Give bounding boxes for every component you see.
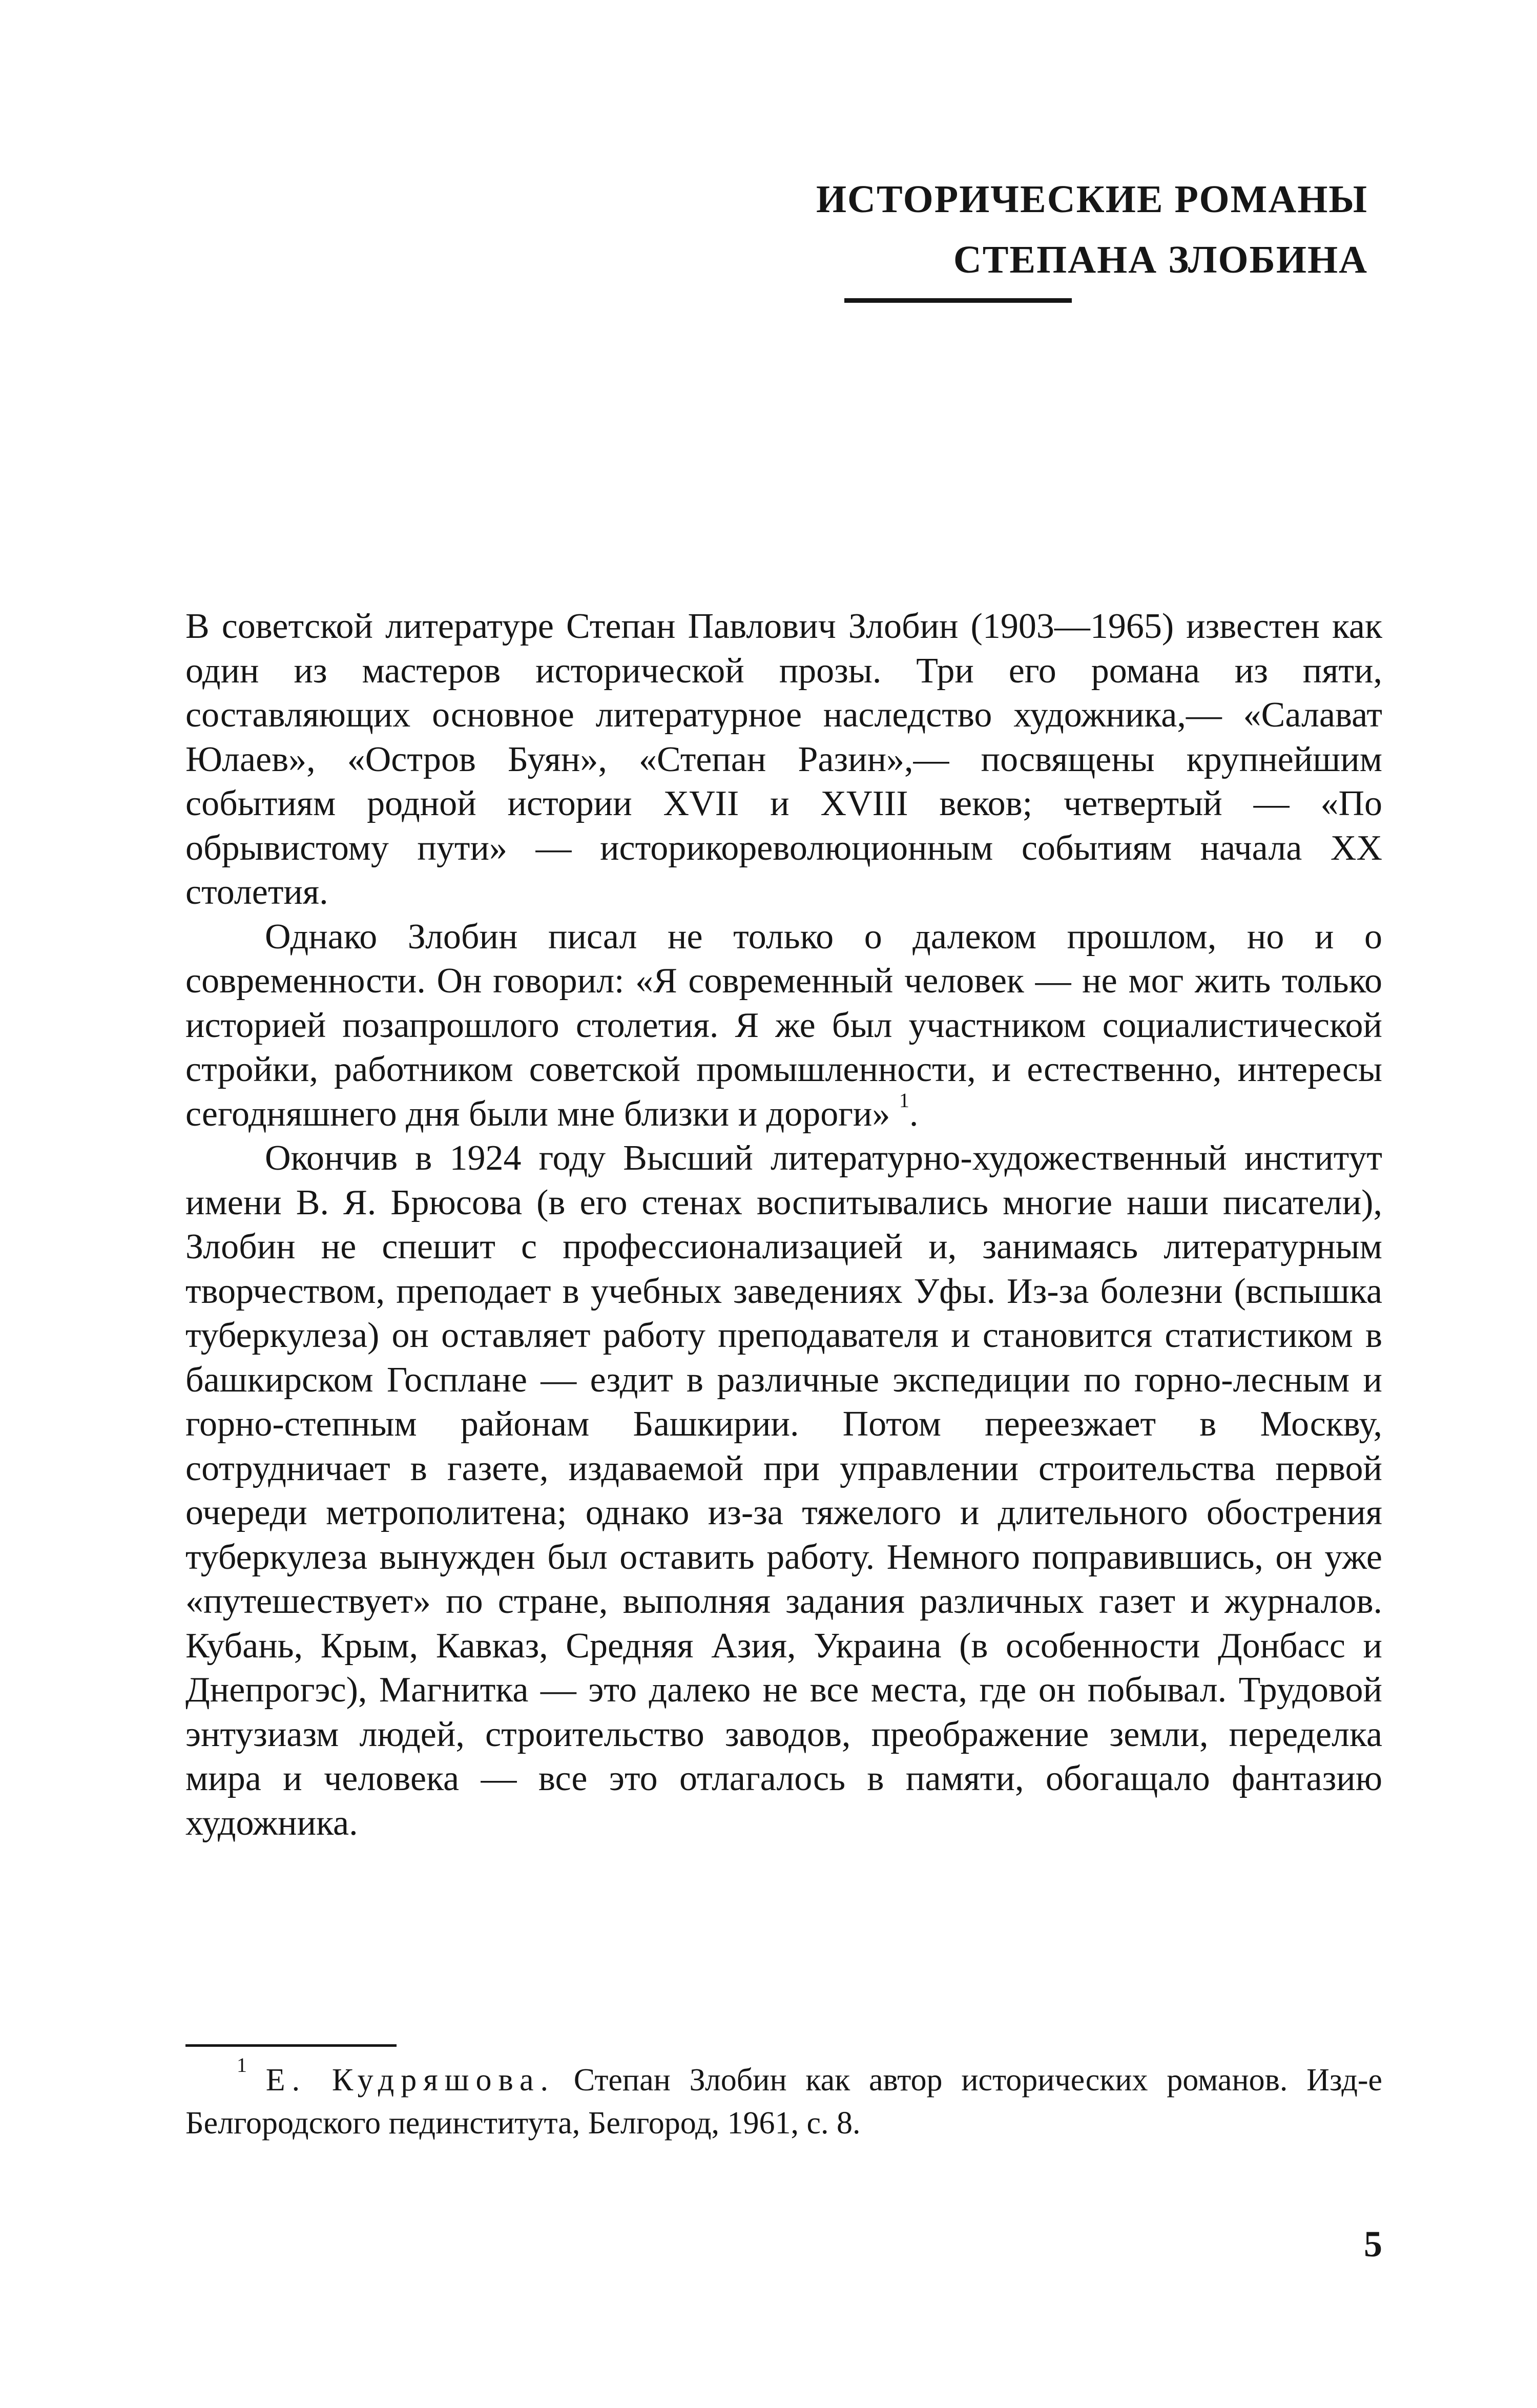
footnote <box>185 2053 1383 2145</box>
chapter-title <box>816 169 1368 290</box>
chapter-body <box>185 605 1382 1845</box>
chapter-title-line-2: СТЕПАНА ЗЛОБИНА <box>953 238 1368 281</box>
footnote-author: Е. Кудряшова. <box>265 2063 555 2098</box>
chapter-title-line-1: ИСТОРИЧЕСКИЕ РОМАНЫ <box>816 178 1368 221</box>
paragraph-2 <box>185 915 1382 1137</box>
paragraph-1: В советской литературе Степан Павлович Злобин (1903—1965) известен как один из мастеров исторической прозы. Три его романа из пяти, составляющих основное литературное наследство художника,— «Салават Юлаев», «Остров Буян», «Степан Разин»,— посвящены крупнейшим событиям родной истории XVII и XVIII веков; четвертый — «По обрывистому пути» — историкореволюционным событиям начала XX столетия. <box>185 607 1382 912</box>
page-number: 5 <box>1364 2224 1382 2265</box>
footnote-reference: 1 <box>899 1088 909 1112</box>
footnote-text: Степан Злобин как автор исторических романов. Изд-е Белгородского пединститута, Белгород, 1961, с. 8. <box>185 2063 1383 2141</box>
footnote-marker: 1 <box>237 2053 247 2077</box>
title-underline-rule <box>844 298 1072 303</box>
paragraph-2-end: . <box>909 1094 919 1134</box>
paragraph-3: Окончив в 1924 году Высший литературно-художественный институт имени В. Я. Брюсова (в его стенах воспитывались многие наши писатели), Злобин не спешит с профессионализацией и, занимаясь литературным творчеством, преподает в учебных заведениях Уфы. Из-за болезни (вспышка туберкулеза) он оставляет работу преподавателя и становится статистиком в башкирском Госплане — ездит в различные экспедиции по горно-лесным и горно-степным районам Башкирии. Потом переезжает в Москву, сотрудничает в газете, издаваемой при управлении строительства первой очереди метрополитена; однако из-за тяжелого и длительного обострения туберкулеза вынужден был оставить работу. Немного поправившись, он уже «путешествует» по стране, выполняя задания различных газет и журналов. Кубань, Крым, Кавказ, Средняя Азия, Украина (в особенности Донбасс и Днепрогэс), Магнитка — это далеко не все места, где он побывал. Трудовой энтузиазм людей, строительство заводов, преображение земли, переделка мира и человека — все это отлагалось в памяти, обогащало фантазию художника. <box>185 1138 1382 1843</box>
footnote-separator <box>185 2044 397 2047</box>
paragraph-2-text: Однако Злобин писал не только о далеком прошлом, но и о современности. Он говорил: «Я современный человек — не мог жить только историей позапрошлого столетия. Я же был участником социалистической стройки, работником советской промышленности, и естественно, интересы сегодняшнего дня были мне близки и дороги» <box>185 917 1382 1134</box>
